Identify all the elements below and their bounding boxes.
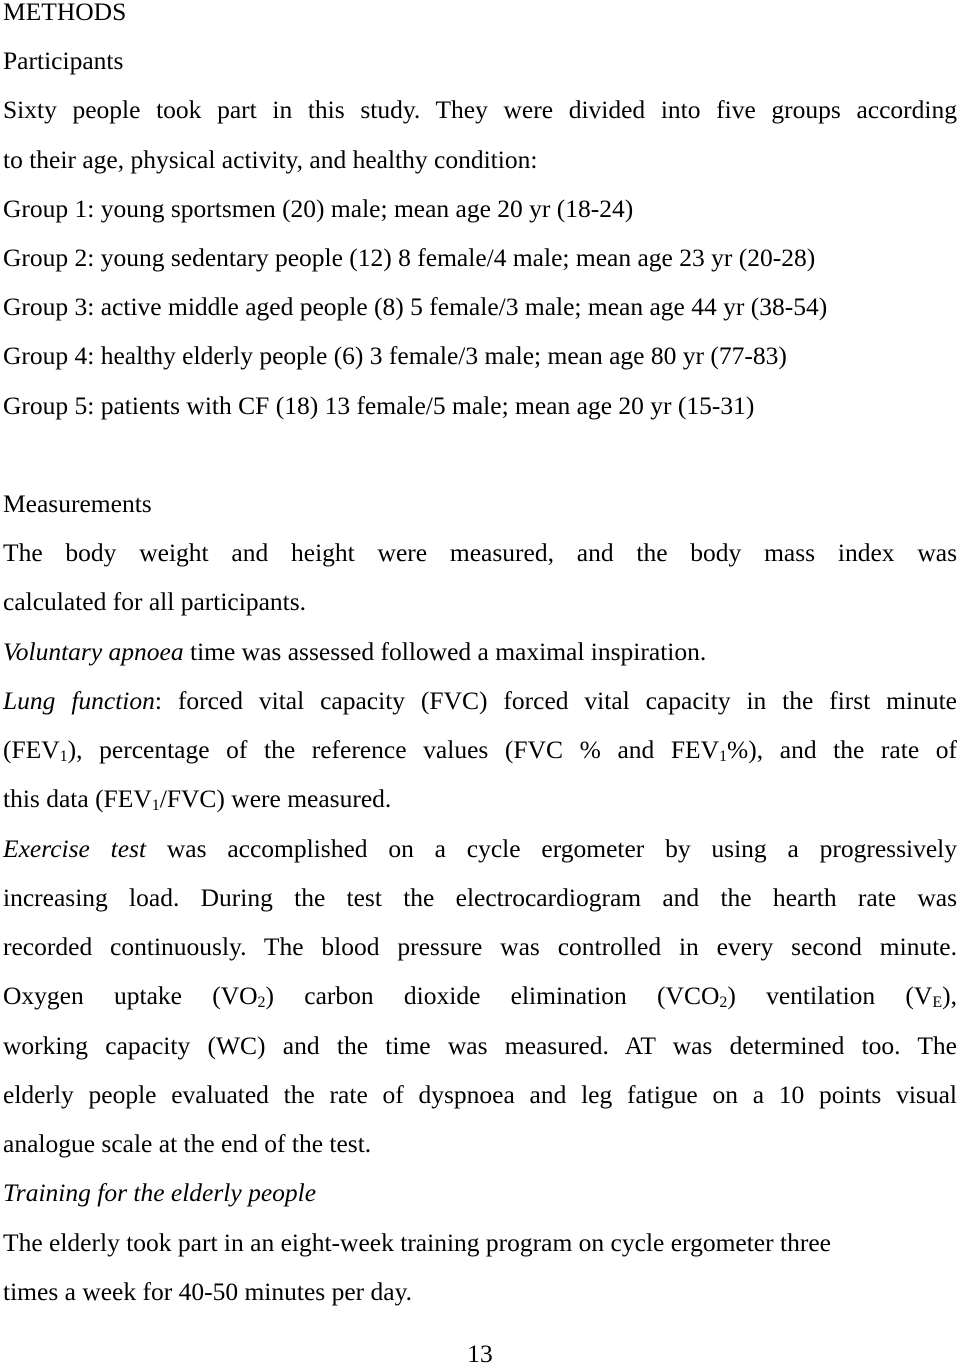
group-5: Group 5: patients with CF (18) 13 female/5 male; mean age 20 yr (15-31) <box>3 391 755 420</box>
lung-function-text-2a: (FEV <box>3 735 60 764</box>
group-1: Group 1: young sportsmen (20) male; mean age 20 yr (18-24) <box>3 194 634 223</box>
subscript: 1 <box>719 748 728 765</box>
oxygen-text-d: ), <box>942 981 957 1010</box>
measurements-heading: Measurements <box>3 489 152 518</box>
apnoea-text: time was assessed followed a maximal inspiration. <box>183 637 707 666</box>
lung-function-text-2c: %), and the rate of <box>727 735 957 764</box>
lung-function-line-3 <box>3 783 391 815</box>
lung-function-line-1 <box>3 685 957 717</box>
measurements-body-line-2: calculated for all participants. <box>3 587 307 616</box>
oxygen-uptake-line <box>3 980 957 1012</box>
exercise-test-line-6: elderly people evaluated the rate of dyspnoea and leg fatigue on a 10 points visual <box>3 1080 957 1109</box>
lung-function-line-2 <box>3 734 957 766</box>
oxygen-text-b: ) carbon dioxide elimination (VCO <box>265 981 720 1010</box>
participants-intro-line-1: Sixty people took part in this study. They were divided into five groups according <box>3 95 957 124</box>
group-4: Group 4: healthy elderly people (6) 3 female/3 male; mean age 80 yr (77-83) <box>3 341 787 370</box>
exercise-test-line-3: recorded continuously. The blood pressure was controlled in every second minute. <box>3 932 957 961</box>
lung-function-text-3a: this data (FEV <box>3 784 152 813</box>
training-body-line-2: times a week for 40-50 minutes per day. <box>3 1277 413 1306</box>
subscript: 1 <box>59 748 68 765</box>
training-body-line-1: The elderly took part in an eight-week training program on cycle ergometer three <box>3 1228 831 1257</box>
subscript: 1 <box>151 797 160 814</box>
lung-function-term: Lung function <box>3 686 155 715</box>
group-3: Group 3: active middle aged people (8) 5 female/3 male; mean age 44 yr (38-54) <box>3 292 828 321</box>
page-number: 13 <box>467 1339 493 1368</box>
subscript: 2 <box>719 994 728 1011</box>
apnoea-term: Voluntary apnoea <box>3 637 184 666</box>
oxygen-text-c: ) ventilation (V <box>727 981 933 1010</box>
group-2: Group 2: young sedentary people (12) 8 female/4 male; mean age 23 yr (20-28) <box>3 243 816 272</box>
exercise-test-line-2: increasing load. During the test the electrocardiogram and the hearth rate was <box>3 883 957 912</box>
exercise-test-term: Exercise test <box>3 834 147 863</box>
exercise-test-text-1: was accomplished on a cycle ergometer by using a progressively <box>146 834 957 863</box>
lung-function-text-3b: /FVC) were measured. <box>159 784 392 813</box>
subscript: E <box>932 994 943 1011</box>
exercise-test-line-7: analogue scale at the end of the test. <box>3 1129 372 1158</box>
lung-function-text-1: : forced vital capacity (FVC) forced vital capacity in the first minute <box>154 686 958 715</box>
training-heading: Training for the elderly people <box>3 1178 317 1207</box>
section-title: METHODS <box>3 0 127 26</box>
exercise-test-line-1 <box>3 833 957 865</box>
subscript: 2 <box>257 994 266 1011</box>
participants-heading: Participants <box>3 46 124 75</box>
lung-function-text-2b: ), percentage of the reference values (FVC % and FEV <box>67 735 720 764</box>
participants-intro-line-2: to their age, physical activity, and healthy condition: <box>3 145 538 174</box>
measurements-body-line-1: The body weight and height were measured, and the body mass index was <box>3 538 957 567</box>
exercise-test-line-5: working capacity (WC) and the time was measured. AT was determined too. The <box>3 1031 957 1060</box>
apnoea-line <box>3 636 706 668</box>
oxygen-text-a: Oxygen uptake (VO <box>3 981 258 1010</box>
